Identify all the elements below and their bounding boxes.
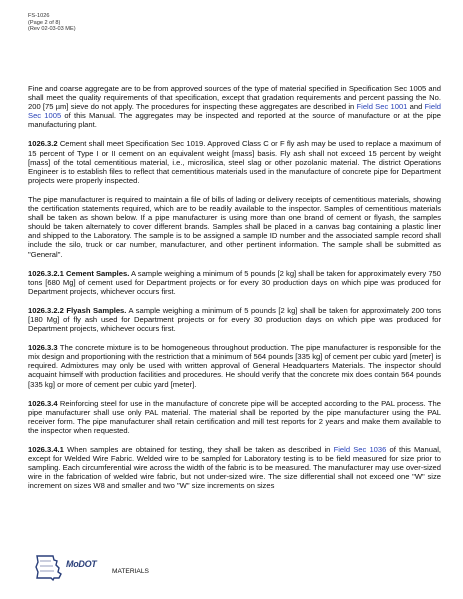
paragraph-text: A sample weighing a minimum of 5 pounds [2 kg] shall be taken for approximately 200 tons [180 Mg] of fly ash used for Department projects or for every 30 production days on which pipe was produced for Department projects, whichever occurs first. [28,305,441,334]
page-count: (Page 2 of 8) [28,19,61,26]
missouri-state-outline-icon [34,552,64,582]
paragraph-text: Fine and coarse aggregate are to be from approved sources of the type of material specified in Specification Sec 1005 and shall meet the quality requirements of that specification, except that gradation requirements and percent passing the No. 200 [75 µm] sieve do not apply. The procedures for inspecting these aggregates are described in [28,84,441,112]
paragraph-pipe-manufacturer-files [28,195,441,259]
section-number: 1026.3.4 [28,398,58,408]
section-number: 1026.3.3 [28,343,58,353]
paragraph-1026-3-4 [28,399,441,435]
paragraph-text: When samples are obtained for testing, they shall be taken as described in [63,445,334,454]
modot-logo-text: MoDOT [66,559,97,569]
paragraph-text: The pipe manufacturer is required to maintain a file of bills of lading or delivery receipts of cementitious materials, showing the certification statements required, which are to be readily available to the inspector. Samples of cementitious materials shall be taken as shown below. If a pipe manufacturer is using more than one brand of cement or flyash, the samples should be taken alternately to cover different brands. Samples shall be placed in a canvas bag containing a plastic liner and shipped to the Laboratory. The sample is to be assigned a sample ID number and the associated sample record shall include the silo, truck or car number, manufacturer, and other pertinent information. The sample shall be submitted as "General". [28,194,441,259]
page-header [28,13,76,33]
paragraph-1026-3-4-1 [28,445,441,490]
paragraph-1026-3-2-1 [28,269,441,296]
section-number: 1026.3.2 [28,139,58,149]
paragraph-text: of this Manual, except for Welded Wire Fabric. Welded wire to be sampled for Laboratory testing is to be field measured for size prior to sampling. Each circumferential wire across the width of the fabric is to be measured. The manufacturer may use over-sized wire in the fabrication of welded wire fabric, but not under-sized wire. The size differential shall not exceed one "W" size increment on sizes W8 and smaller and two "W" size increments on sizes [28,445,441,491]
page-footer [22,552,442,588]
form-number: FS-1026 [28,13,50,19]
department-label: MATERIALS [112,568,149,575]
paragraph-text: Reinforcing steel for use in the manufacture of concrete pipe will be accepted according to the PAL process. The pipe manufacturer shall use only PAL material. The material shall be reported by the pipe manufacturer using the PAL receiver form. The pipe manufacturer shall retain certification and mill test reports for 2 years and make them available to the inspector when requested. [28,398,441,435]
section-number: 1026.3.2.2 Flyash Samples. [28,305,127,315]
revision-date: (Rev 02-03-03 ME) [28,26,76,33]
paragraph-1026-3-2 [28,139,441,184]
document-body [28,84,441,500]
paragraph-text: of this Manual. The aggregates may be inspected and reported at the source of manufacture or at the pipe manufacturing plant. [28,111,441,130]
paragraph-text: and [407,102,425,112]
paragraph-1026-3-3 [28,343,441,388]
paragraph-text: The concrete mixture is to be homogeneous throughout production. The pipe manufacturer is responsible for the mix design and proportioning with the restriction that a minimum of 564 pounds [335 kg] of cement per cubic yard [meter] is required. Admixtures may only be used with written approval of General Headquarters Materials. The inspector should acquaint himself with production facilities and procedures. He should verify that the concrete mix does contain 564 pounds [335 kg] or more of cement per cubic yard [meter]. [28,343,441,389]
paragraph-1026-3-2-2 [28,306,441,333]
paragraph-text: Cement shall meet Specification Sec 1019. Approved Class C or F fly ash may be used to replace a maximum of 15 percent of Type I or II cement on an equivalent weight [mass] basis. Fly ash shall not exceed 15 percent by weight [mass] of the total cementitious material, i.e., microsilica, steel slag or other pozolanic material. The district Operations Engineer is to establish files to reflect that cementitious materials used in the manufacture of concrete pipe for Department projects were properly inspected. [28,139,441,185]
link-field-sec-1036[interactable]: Field Sec 1036 [333,445,387,454]
paragraph-aggregate [28,84,441,129]
link-field-sec-1001[interactable]: Field Sec 1001 [356,102,408,112]
paragraph-text: A sample weighing a minimum of 5 pounds [2 kg] shall be taken for approximately every 750 tons [680 Mg] of cement used for Department projects or for every 30 production days on which pipe was produced for Department projects, whichever occurs first. [28,268,441,296]
link-field-sec-1005[interactable]: Field Sec 1005 [28,102,442,121]
section-number: 1026.3.4.1 [28,445,64,454]
section-number: 1026.3.2.1 Cement Samples. [28,268,130,278]
